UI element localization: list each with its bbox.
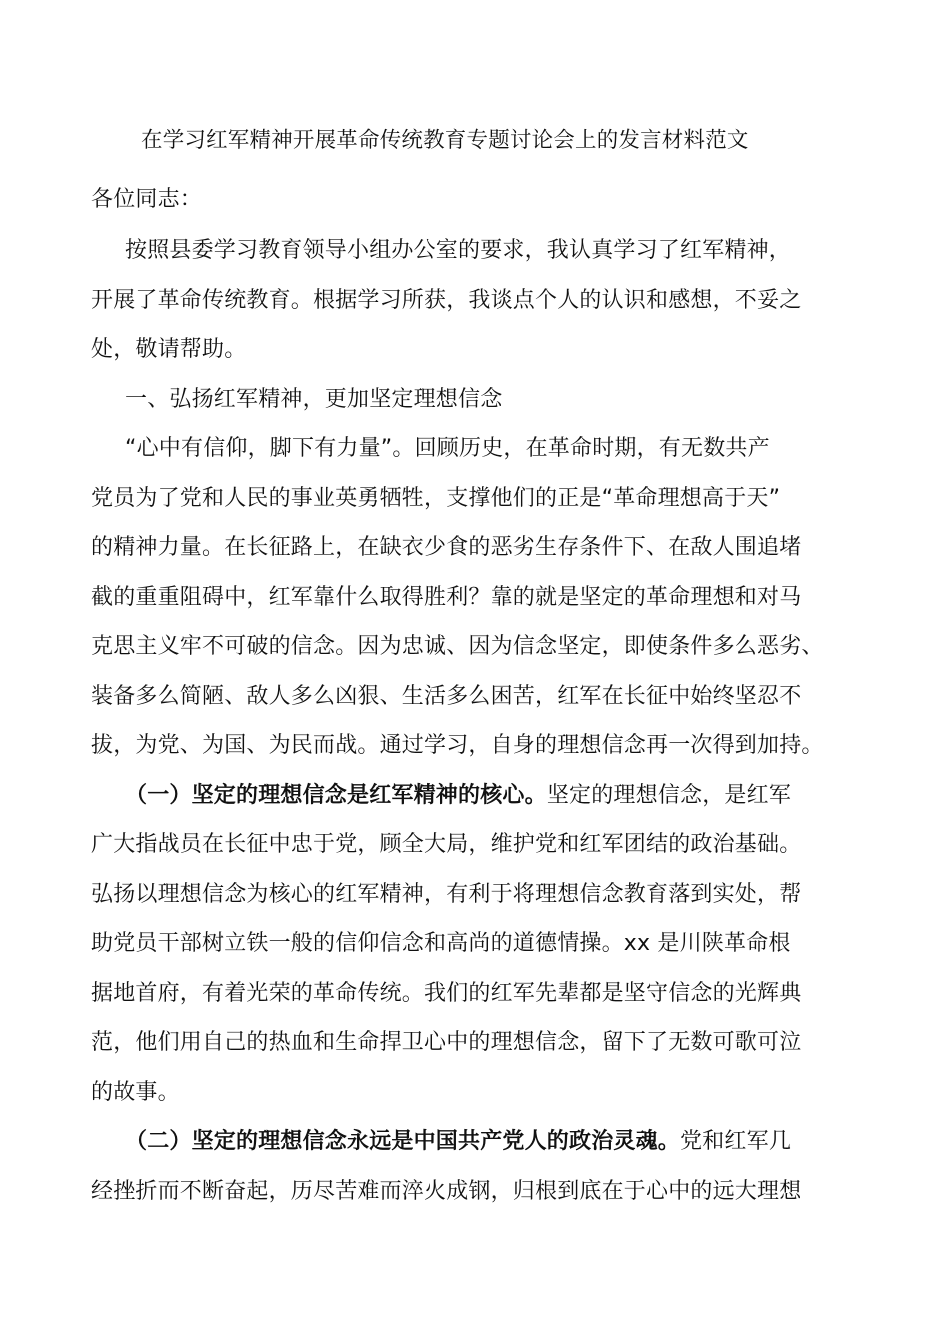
paragraph-line: 的故事。 xyxy=(91,1080,180,1105)
paragraph-line: 据地首府，有着光荣的革命传统。我们的红军先辈都是坚守信念的光辉典 xyxy=(91,981,802,1006)
paragraph-line: 弘扬以理想信念为核心的红军精神，有利于将理想信念教育落到实处，帮 xyxy=(91,882,802,907)
document-title: 在学习红军精神开展革命传统教育专题讨论会上的发言材料范文 xyxy=(141,128,749,153)
paragraph-line: 拔，为党、为国、为民而战。通过学习，自身的理想信念再一次得到加持。 xyxy=(91,733,824,758)
subsection-heading: （一）坚定的理想信念是红军精神的核心。 xyxy=(125,783,547,808)
subsection-text: 党和红军几 xyxy=(680,1129,792,1154)
paragraph-line: 克思主义牢不可破的信念。因为忠诚、因为信念坚定，即使条件多么恶劣、 xyxy=(91,634,824,659)
subsection-heading: （二）坚定的理想信念永远是中国共产党人的政治灵魂。 xyxy=(125,1129,681,1154)
paragraph-line: 的精神力量。在长征路上，在缺衣少食的恶劣生存条件下、在敌人围追堵 xyxy=(91,535,802,560)
paragraph-line: 广大指战员在长征中忠于党，顾全大局，维护党和红军团结的政治基础。 xyxy=(91,832,802,857)
paragraph-line: 经挫折而不断奋起，历尽苦难而淬火成钢，归根到底在于心中的远大理想 xyxy=(91,1179,802,1204)
paragraph-line: 党员为了党和人民的事业英勇牺牲，支撑他们的正是“革命理想高于天” xyxy=(91,486,781,511)
paragraph-line: 助党员干部树立铁一般的信仰信念和高尚的道德情操。xx 是川陕革命根 xyxy=(91,931,791,956)
subsection-first-line xyxy=(125,782,791,810)
paragraph-line: 范，他们用自己的热血和生命捍卫心中的理想信念，留下了无数可歌可泣 xyxy=(91,1030,802,1055)
paragraph-line: 装备多么简陋、敌人多么凶狠、生活多么困苦，红军在长征中始终坚忍不 xyxy=(91,684,802,709)
paragraph-line: 截的重重阻碍中，红军靠什么取得胜利？靠的就是坚定的革命理想和对马 xyxy=(91,585,802,610)
subsection-first-line xyxy=(125,1128,791,1156)
intro-line: 处，敬请帮助。 xyxy=(91,337,247,362)
subsection-text: 坚定的理想信念，是红军 xyxy=(546,783,792,808)
paragraph-line: “心中有信仰，脚下有力量”。回顾历史，在革命时期，有无数共产 xyxy=(125,436,770,461)
intro-line: 开展了革命传统教育。根据学习所获，我谈点个人的认识和感想，不妥之 xyxy=(91,288,802,313)
section-heading: 一、弘扬红军精神，更加坚定理想信念 xyxy=(125,387,503,412)
intro-line: 按照县委学习教育领导小组办公室的要求，我认真学习了红军精神， xyxy=(125,238,792,263)
salutation: 各位同志： xyxy=(91,187,203,212)
